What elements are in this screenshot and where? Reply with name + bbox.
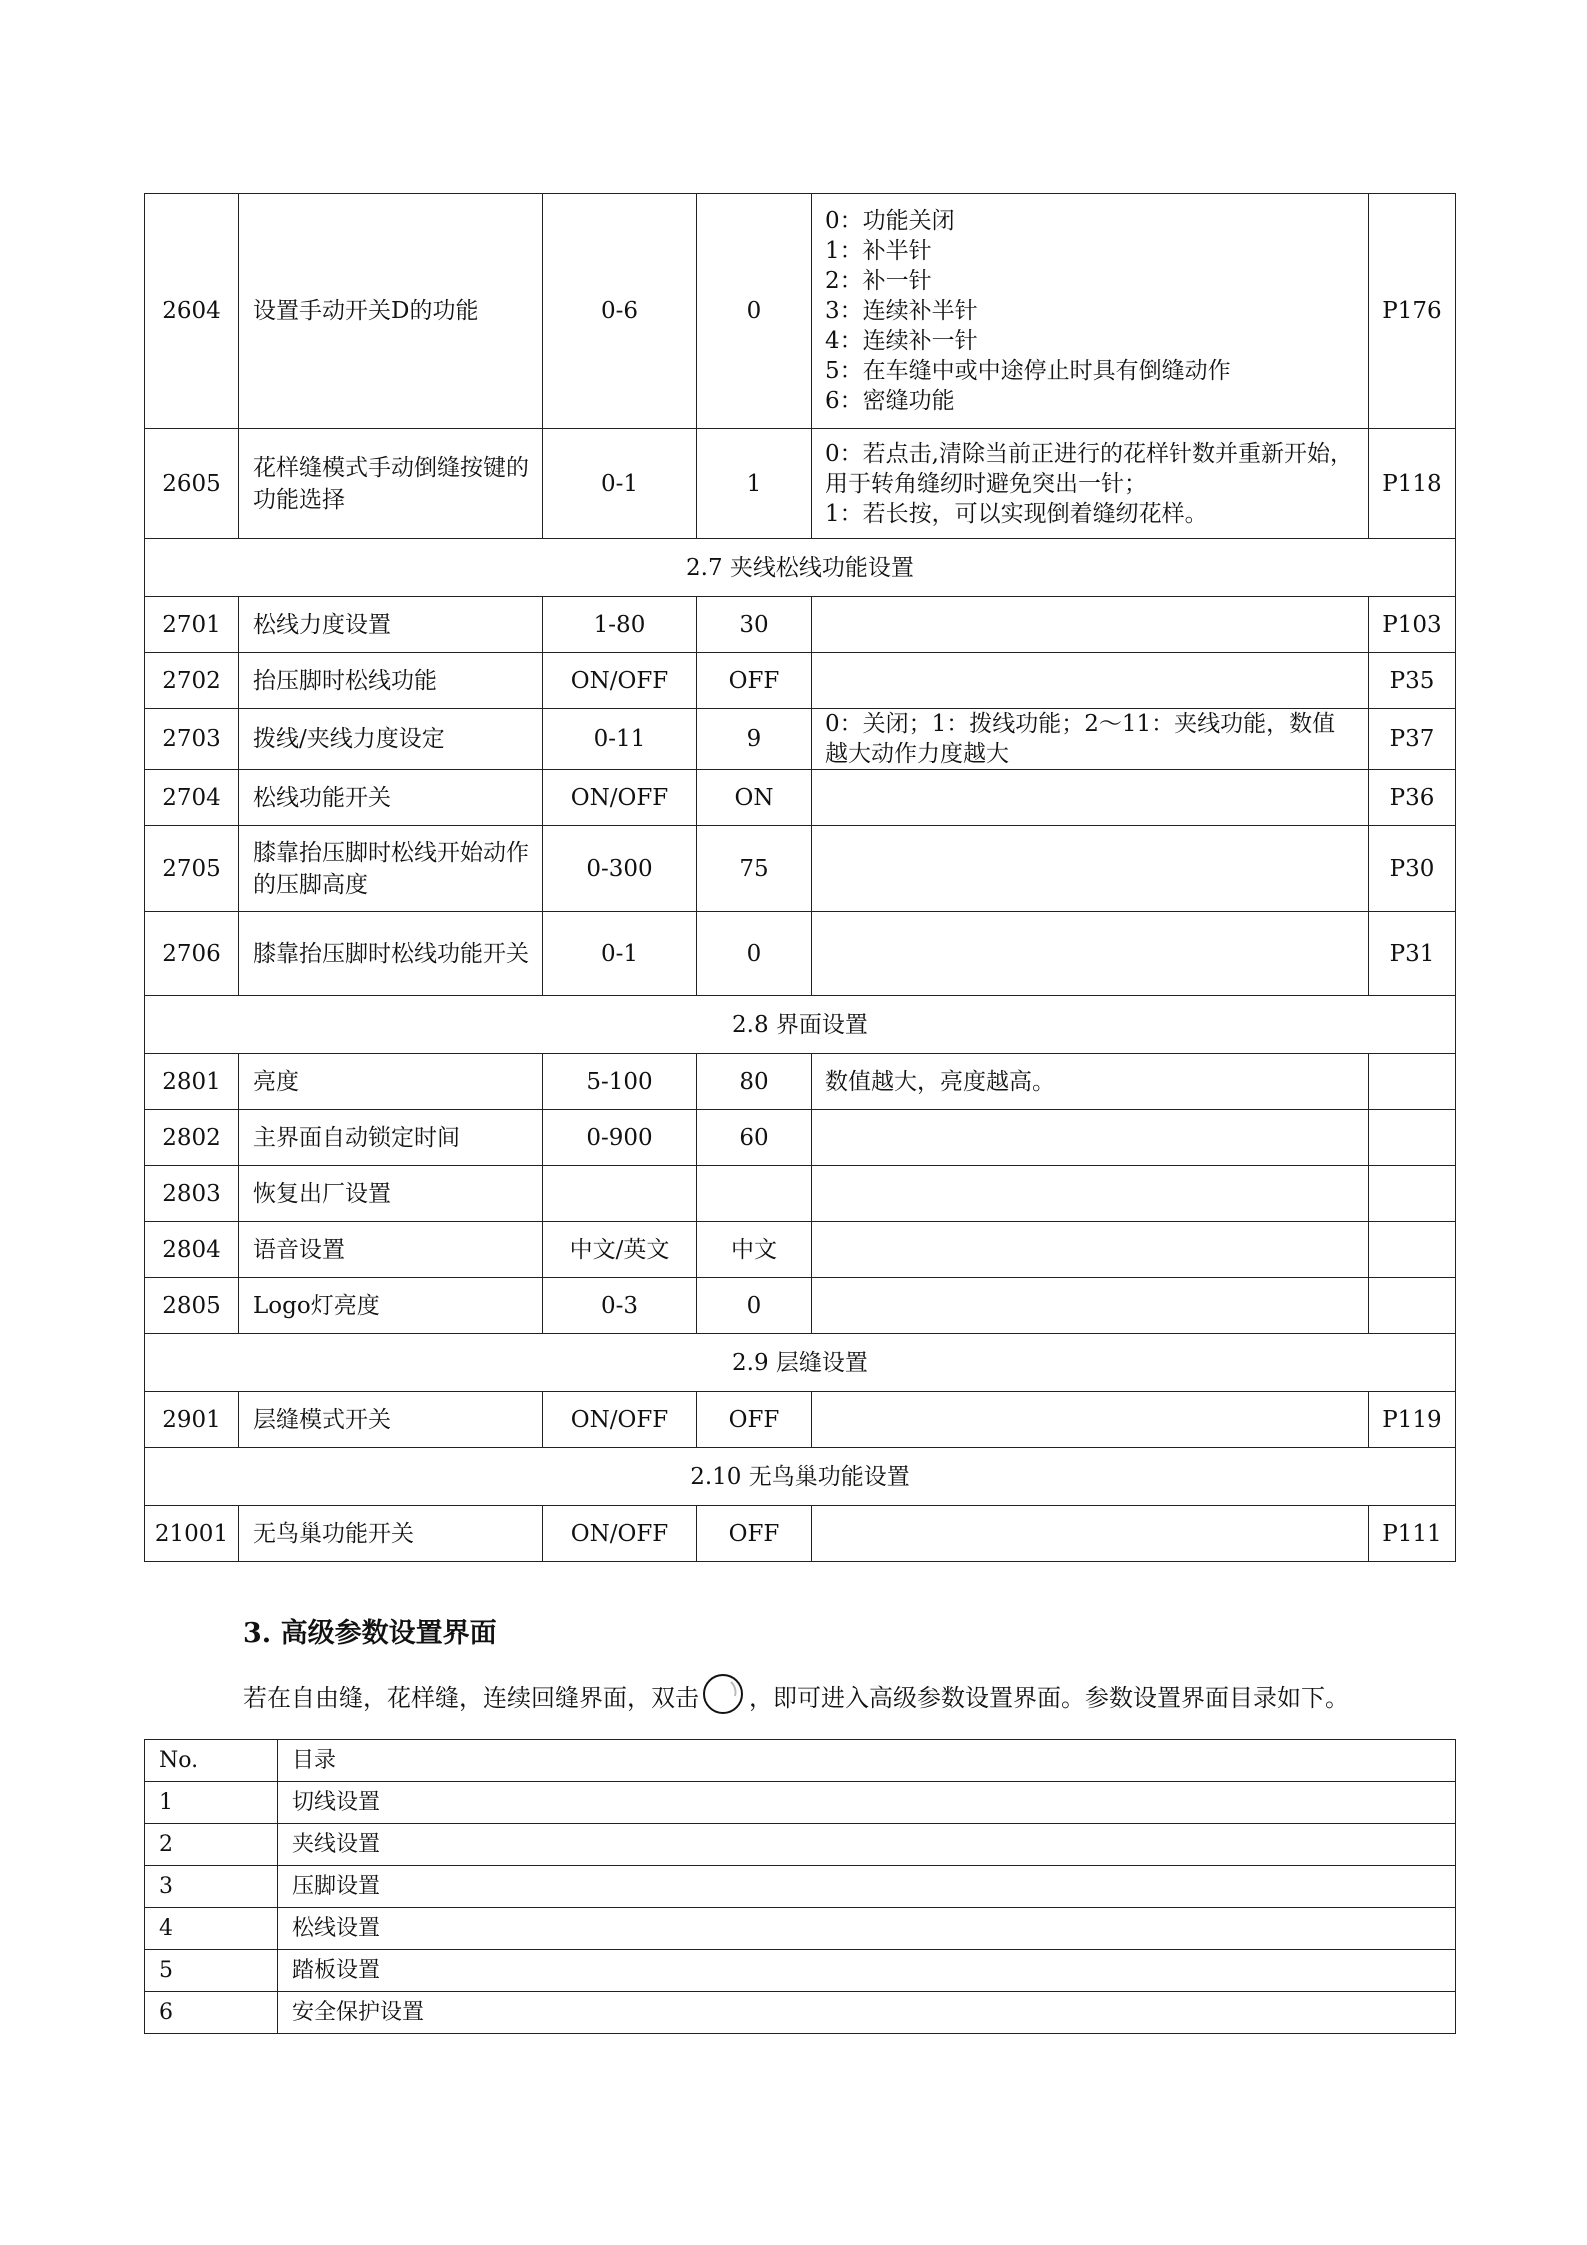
section-3-intro: [243, 1672, 1349, 1718]
description-line: 0：若点击,清除当前正进行的花样针数并重新开始，用于转角缝纫时避免突出一针；: [825, 440, 1353, 497]
directory-header-no: No.: [145, 1740, 278, 1782]
param-name: 设置手动开关D的功能: [239, 194, 543, 429]
directory-row: [145, 1992, 1456, 2034]
param-row: [145, 709, 1456, 770]
intro-text-before: 若在自由缝，花样缝，连续回缝界面，双击: [243, 1684, 699, 1712]
param-row: [145, 826, 1456, 912]
description-line: 数值越大，亮度越高。: [825, 1068, 1055, 1095]
section-row: [145, 539, 1456, 597]
param-page-ref: P35: [1369, 653, 1456, 709]
directory-no: 5: [145, 1950, 278, 1992]
param-row: [145, 1506, 1456, 1562]
section-title: 2.8 界面设置: [145, 996, 1456, 1054]
directory-title: 踏板设置: [278, 1950, 1456, 1992]
param-range: 0-3: [543, 1278, 697, 1334]
param-code: 2704: [145, 770, 239, 826]
param-name: 恢复出厂设置: [239, 1166, 543, 1222]
param-page-ref: P31: [1369, 912, 1456, 996]
param-page-ref: P111: [1369, 1506, 1456, 1562]
param-default: 1: [697, 429, 812, 539]
param-range: 0-300: [543, 826, 697, 912]
param-page-ref: P36: [1369, 770, 1456, 826]
param-range: 0-1: [543, 429, 697, 539]
section-row: [145, 1448, 1456, 1506]
param-row: [145, 1166, 1456, 1222]
param-name: 层缝模式开关: [239, 1392, 543, 1448]
param-range: 0-1: [543, 912, 697, 996]
param-code: 2604: [145, 194, 239, 429]
directory-row: [145, 1908, 1456, 1950]
directory-title: 松线设置: [278, 1908, 1456, 1950]
param-default: 75: [697, 826, 812, 912]
param-code: 21001: [145, 1506, 239, 1562]
directory-table: [144, 1739, 1456, 2034]
param-row: [145, 1278, 1456, 1334]
param-row: [145, 1110, 1456, 1166]
param-description: [812, 194, 1369, 429]
param-page-ref: [1369, 1278, 1456, 1334]
param-page-ref: [1369, 1110, 1456, 1166]
param-description: [812, 1392, 1369, 1448]
directory-no: 4: [145, 1908, 278, 1950]
param-default: OFF: [697, 1506, 812, 1562]
description-line: 1：补半针: [825, 238, 932, 264]
param-default: ON: [697, 770, 812, 826]
section-title: 2.10 无鸟巢功能设置: [145, 1448, 1456, 1506]
param-page-ref: [1369, 1166, 1456, 1222]
param-page-ref: P103: [1369, 597, 1456, 653]
directory-title: 压脚设置: [278, 1866, 1456, 1908]
param-default: 0: [697, 912, 812, 996]
param-range: 0-900: [543, 1110, 697, 1166]
param-code: 2702: [145, 653, 239, 709]
param-name: 松线功能开关: [239, 770, 543, 826]
double-click-circle-icon: [701, 1672, 745, 1716]
param-name: 拨线/夹线力度设定: [239, 709, 543, 770]
directory-title: 夹线设置: [278, 1824, 1456, 1866]
directory-title: 切线设置: [278, 1782, 1456, 1824]
param-row: [145, 653, 1456, 709]
description-line: 5：在车缝中或中途停止时具有倒缝动作: [825, 358, 1231, 384]
description-line: 0：关闭；1：拨线功能；2～11：夹线功能，数值越大动作力度越大: [825, 711, 1336, 767]
param-page-ref: P176: [1369, 194, 1456, 429]
param-code: 2705: [145, 826, 239, 912]
description-line: 1：若长按，可以实现倒着缝纫花样。: [825, 500, 1208, 527]
directory-no: 1: [145, 1782, 278, 1824]
param-range: 中文/英文: [543, 1222, 697, 1278]
param-default: 60: [697, 1110, 812, 1166]
directory-row: [145, 1866, 1456, 1908]
section-row: [145, 1334, 1456, 1392]
param-range: ON/OFF: [543, 1392, 697, 1448]
param-default: 30: [697, 597, 812, 653]
param-row: [145, 597, 1456, 653]
param-name: 无鸟巢功能开关: [239, 1506, 543, 1562]
param-default: 9: [697, 709, 812, 770]
directory-no: 3: [145, 1866, 278, 1908]
param-description: [812, 653, 1369, 709]
param-code: 2804: [145, 1222, 239, 1278]
param-page-ref: P118: [1369, 429, 1456, 539]
param-code: 2901: [145, 1392, 239, 1448]
parameter-table: [144, 193, 1456, 1562]
intro-text-after: ，即可进入高级参数设置界面。参数设置界面目录如下。: [749, 1684, 1349, 1712]
param-name: 膝靠抬压脚时松线开始动作的压脚高度: [239, 826, 543, 912]
description-line: 6：密缝功能: [825, 388, 955, 414]
param-row: [145, 1054, 1456, 1110]
param-code: 2803: [145, 1166, 239, 1222]
param-name: 语音设置: [239, 1222, 543, 1278]
param-name: 花样缝模式手动倒缝按键的功能选择: [239, 429, 543, 539]
directory-row: [145, 1824, 1456, 1866]
section-title: 2.7 夹线松线功能设置: [145, 539, 1456, 597]
directory-row: [145, 1950, 1456, 1992]
param-code: 2805: [145, 1278, 239, 1334]
param-default: [697, 1166, 812, 1222]
param-row: [145, 770, 1456, 826]
param-name: Logo灯亮度: [239, 1278, 543, 1334]
param-page-ref: [1369, 1222, 1456, 1278]
param-code: 2802: [145, 1110, 239, 1166]
param-range: 1-80: [543, 597, 697, 653]
param-default: OFF: [697, 653, 812, 709]
description-line: 3：连续补半针: [825, 298, 978, 324]
param-page-ref: [1369, 1054, 1456, 1110]
directory-header-row: [145, 1740, 1456, 1782]
param-code: 2605: [145, 429, 239, 539]
param-description: [812, 1222, 1369, 1278]
description-line: 0：功能关闭: [825, 208, 955, 234]
param-description: [812, 1166, 1369, 1222]
directory-no: 2: [145, 1824, 278, 1866]
param-default: OFF: [697, 1392, 812, 1448]
directory-title: 安全保护设置: [278, 1992, 1456, 2034]
param-description: [812, 709, 1369, 770]
directory-row: [145, 1782, 1456, 1824]
section-3-heading: 3. 高级参数设置界面: [243, 1618, 497, 1649]
param-code: 2703: [145, 709, 239, 770]
param-range: [543, 1166, 697, 1222]
param-row: [145, 429, 1456, 539]
param-name: 主界面自动锁定时间: [239, 1110, 543, 1166]
param-name: 抬压脚时松线功能: [239, 653, 543, 709]
param-page-ref: P119: [1369, 1392, 1456, 1448]
param-default: 0: [697, 194, 812, 429]
param-row: [145, 912, 1456, 996]
param-description: [812, 1506, 1369, 1562]
description-line: 4：连续补一针: [825, 328, 978, 354]
param-name: 松线力度设置: [239, 597, 543, 653]
param-description: [812, 770, 1369, 826]
param-description: [812, 1278, 1369, 1334]
section-title: 2.9 层缝设置: [145, 1334, 1456, 1392]
param-default: 中文: [697, 1222, 812, 1278]
param-row: [145, 1222, 1456, 1278]
param-code: 2701: [145, 597, 239, 653]
param-page-ref: P30: [1369, 826, 1456, 912]
param-description: [812, 826, 1369, 912]
description-line: 2：补一针: [825, 268, 932, 294]
param-description: [812, 1054, 1369, 1110]
directory-no: 6: [145, 1992, 278, 2034]
param-range: 0-6: [543, 194, 697, 429]
param-range: ON/OFF: [543, 770, 697, 826]
param-code: 2706: [145, 912, 239, 996]
param-range: ON/OFF: [543, 653, 697, 709]
param-name: 亮度: [239, 1054, 543, 1110]
param-code: 2801: [145, 1054, 239, 1110]
param-range: 5-100: [543, 1054, 697, 1110]
param-range: 0-11: [543, 709, 697, 770]
param-name: 膝靠抬压脚时松线功能开关: [239, 912, 543, 996]
param-default: 0: [697, 1278, 812, 1334]
param-default: 80: [697, 1054, 812, 1110]
param-page-ref: P37: [1369, 709, 1456, 770]
param-description: [812, 1110, 1369, 1166]
param-description: [812, 597, 1369, 653]
param-description: [812, 429, 1369, 539]
directory-header-title: 目录: [278, 1740, 1456, 1782]
section-row: [145, 996, 1456, 1054]
param-range: ON/OFF: [543, 1506, 697, 1562]
param-row: [145, 194, 1456, 429]
param-description: [812, 912, 1369, 996]
param-row: [145, 1392, 1456, 1448]
